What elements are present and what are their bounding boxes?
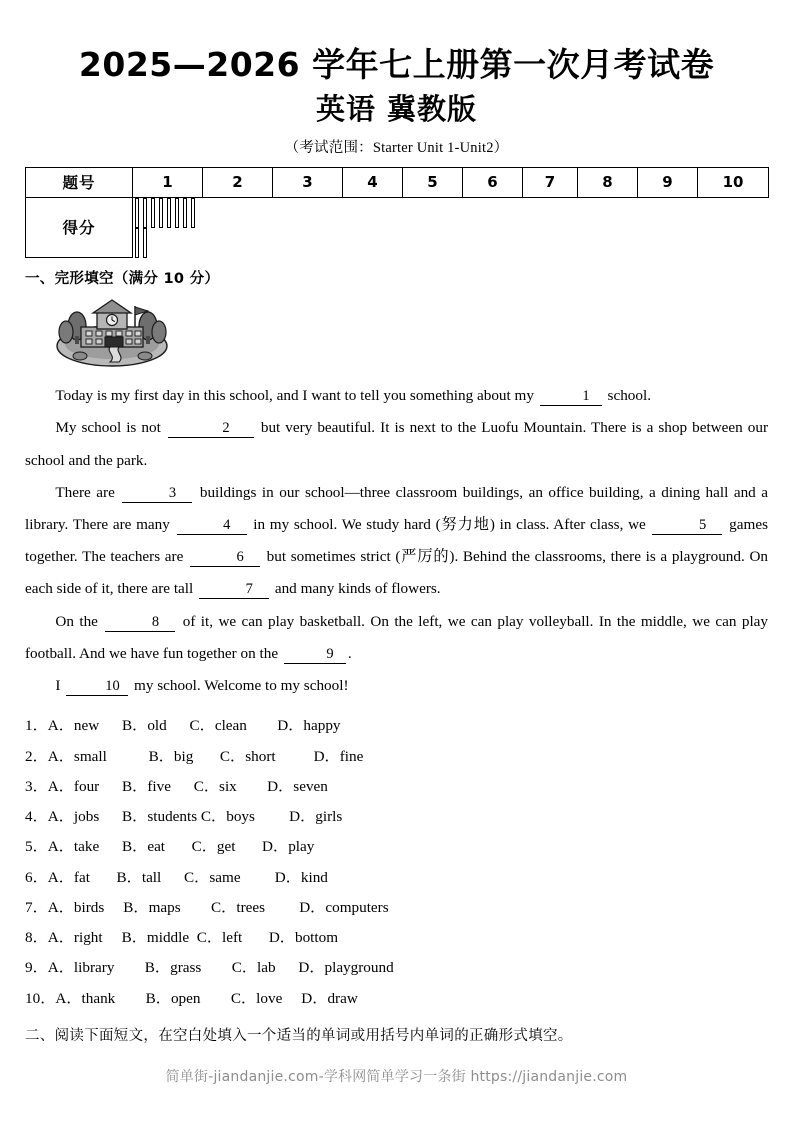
passage-text: My school is not: [55, 419, 166, 437]
passage-text: .: [347, 644, 352, 662]
cloze-blank-4[interactable]: 4: [177, 518, 247, 535]
cloze-options-list: [25, 711, 768, 1014]
question-number-cell: 7: [523, 167, 578, 197]
passage-text: my school. Welcome to my school!: [130, 677, 349, 695]
row-label-question: 题号: [26, 167, 133, 197]
score-cell[interactable]: [167, 198, 171, 228]
page-subtitle: 英语 冀教版: [315, 91, 478, 126]
passage-text: games together. The teachers are: [25, 515, 768, 566]
option-row[interactable]: 7．A．birds B．maps C．trees D．computers: [25, 898, 389, 916]
question-number-cell: 5: [403, 167, 463, 197]
cloze-blank-9[interactable]: 9: [284, 647, 346, 664]
passage-text: but sometimes strict (严厉的). Behind the classrooms, there is a playground. On each side of it, there are tall: [25, 548, 769, 598]
passage-text: but very beautiful. It is next to the Luofu Mountain. There is a shop between our school and the park.: [25, 419, 768, 469]
question-number-cell: 3: [273, 167, 343, 197]
score-cell[interactable]: [151, 198, 155, 228]
score-cell[interactable]: [183, 198, 187, 228]
option-row[interactable]: 10．A．thank B．open C．love D．draw: [25, 989, 358, 1007]
cloze-blank-1[interactable]: 1: [540, 389, 602, 406]
score-cell[interactable]: [135, 228, 139, 258]
score-cell[interactable]: [175, 198, 179, 228]
cloze-blank-5[interactable]: 5: [652, 518, 722, 535]
passage-paragraph-5: [25, 670, 768, 702]
passage-text: in my school. We study hard (努力地) in class. After class, we: [248, 515, 651, 533]
passage-paragraph-4: [25, 606, 768, 670]
passage-paragraph-1: [25, 380, 768, 412]
page-title: 2025—2026 学年七上册第一次月考试卷: [78, 45, 715, 84]
section-heading-cloze: 一、完形填空（满分 10 分）: [25, 271, 220, 288]
section-heading-reading: 二、阅读下面短文，在空白处填入一个适当的单词或用括号内单词的正确形式填空。: [25, 1027, 573, 1044]
passage-text: I: [55, 677, 65, 695]
option-row[interactable]: 1．A．new B．old C．clean D．happy: [25, 717, 341, 735]
passage-paragraph-3: [25, 477, 768, 606]
score-cell[interactable]: [143, 198, 147, 228]
cloze-blank-7[interactable]: 7: [199, 582, 269, 599]
option-row[interactable]: 3．A．four B．five C．six D．seven: [25, 777, 328, 795]
row-label-score: 得分: [26, 197, 133, 258]
cloze-blank-3[interactable]: 3: [122, 486, 192, 503]
passage-text: Today is my first day in this school, and I want to tell you something about my: [55, 387, 538, 405]
question-number-cell: 2: [203, 167, 273, 197]
passage-text: There are: [55, 483, 121, 501]
score-cell[interactable]: [159, 198, 163, 228]
passage-text: On the: [55, 612, 104, 630]
option-row[interactable]: 6．A．fat B．tall C．same D．kind: [25, 868, 328, 886]
option-row[interactable]: 8．A．right B．middle C．left D．bottom: [25, 929, 339, 947]
exam-scope: （考试范围：Starter Unit 1-Unit2）: [284, 139, 509, 156]
passage-text: buildings in our school—three classroom buildings, an office building, a dining hall and a library. There are many: [25, 483, 768, 533]
option-row[interactable]: 2．A．small B．big C．short D．fine: [25, 747, 364, 765]
question-number-cell: 10: [698, 167, 769, 197]
table-row-scores: [26, 197, 769, 258]
passage-text: school.: [603, 387, 651, 405]
cloze-blank-8[interactable]: 8: [105, 615, 175, 632]
cloze-blank-2[interactable]: 2: [168, 421, 254, 438]
option-row[interactable]: 4．A．jobs B．students C．boys D．girls: [25, 808, 343, 826]
option-row[interactable]: 9．A．library B．grass C．lab D．playground: [25, 959, 394, 977]
cloze-blank-6[interactable]: 6: [190, 550, 260, 567]
passage-text: and many kinds of flowers.: [271, 580, 441, 598]
table-row-question-numbers: [26, 167, 769, 197]
passage-paragraph-2: [25, 412, 768, 476]
cloze-passage: [25, 380, 768, 702]
score-table: [25, 167, 769, 259]
score-cell[interactable]: [143, 228, 147, 258]
page-footer: 简单街-jiandanjie.com-学科网简单学习一条街 https://jiandanjie.com: [165, 1069, 628, 1085]
option-row[interactable]: 5．A．take B．eat C．get D．play: [25, 838, 315, 856]
question-number-cell: 8: [578, 167, 638, 197]
cloze-blank-10[interactable]: 10: [66, 679, 128, 696]
question-number-cell: 9: [638, 167, 698, 197]
school-building-illustration: [53, 296, 171, 368]
question-number-cell: 4: [343, 167, 403, 197]
passage-text: of it, we can play basketball. On the left, we can play volleyball. In the middle, we can play football. And we have fun together on the: [25, 612, 768, 662]
score-cell[interactable]: [191, 198, 195, 228]
score-cell[interactable]: [135, 198, 139, 228]
question-number-cell: 6: [463, 167, 523, 197]
question-number-cell: 1: [133, 167, 203, 197]
